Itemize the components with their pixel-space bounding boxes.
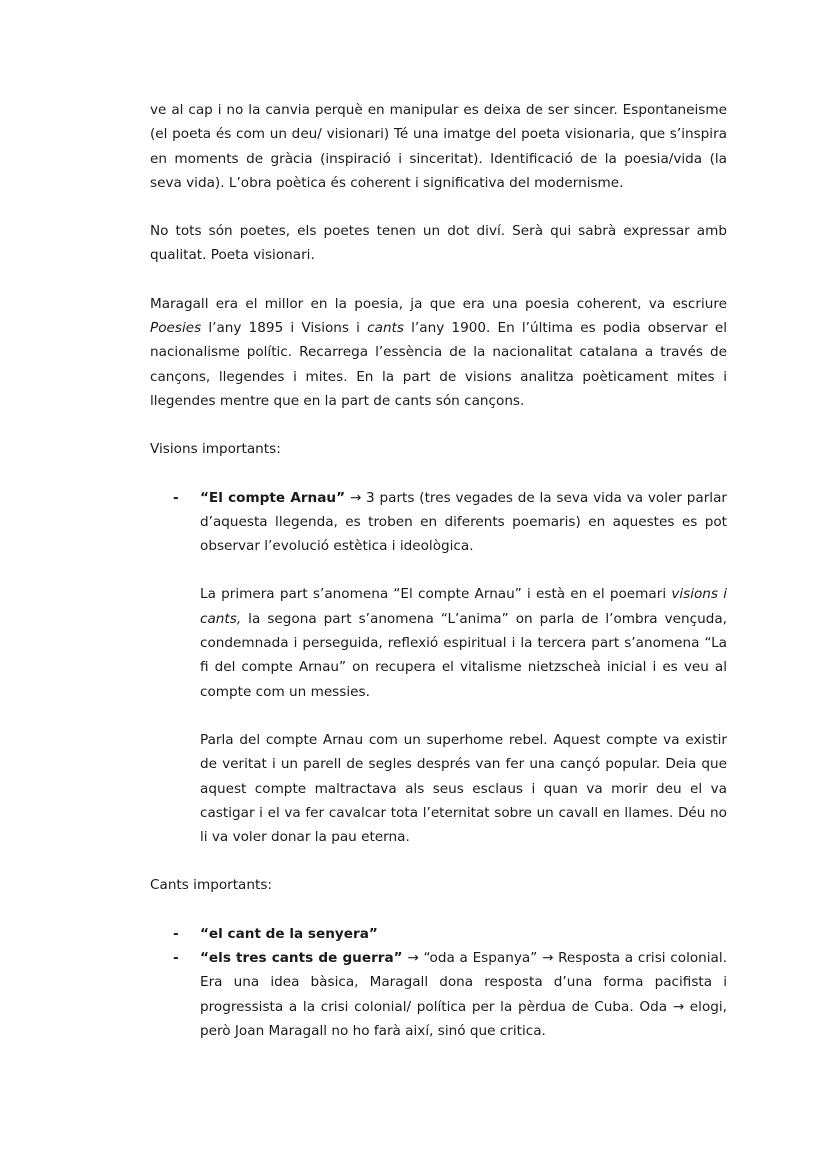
parts-text-1: La primera part s’anomena “El compte Arnau” i està en el poemari <box>200 586 672 603</box>
senyera-title: “el cant de la senyera” <box>200 925 378 942</box>
parts-text-2: la segona part s’anomena “L’anima” on parla de l’ombra vençuda, condemnada i perseguida, reflexió espiritual i la tercera part s’anomena “La fi del compte Arnau” on recupera el vitalisme nietzscheà inicial i es veu al compte com un messies. <box>200 610 727 700</box>
document-page <box>150 98 727 1043</box>
compte-arnau-summary: 3 parts (tres vegades de la seva vida va voler parlar d’aquesta llegenda, es troben en diferents poemaris) en aquestes es pot observar l’evolució estètica i ideològica. <box>200 489 727 555</box>
maragall-text-1: Maragall era el millor en la poesia, ja que era una poesia coherent, va escriure <box>150 295 727 312</box>
compte-arnau-text <box>200 486 727 559</box>
spacer <box>150 462 727 486</box>
compte-arnau-detail-1 <box>150 582 727 703</box>
tres-cants-text: → “oda a Espanya” → Resposta a crisi colonial. Era una idea bàsica, Maragall dona resposta d’una forma pacifista i progressista a la crisi colonial/ política per la pèrdua de Cuba. Oda → elogi, però Joan Maragall no ho farà així, sinó que critica. <box>200 950 727 1039</box>
visions-heading: Visions importants: <box>150 441 281 458</box>
paragraph-poets: No tots són poetes, els poetes tenen un dot diví. Serà qui sabrà expressar amb qualitat. Poeta visionari. <box>150 223 727 264</box>
arrow: → <box>345 489 367 506</box>
bullet-dash: - <box>173 489 179 506</box>
compte-arnau-detail-2 <box>150 728 727 849</box>
senyera-item <box>200 922 727 946</box>
parts-paragraph <box>200 582 727 703</box>
list-item <box>150 486 727 559</box>
tres-cants-title: “els tres cants de guerra” <box>200 950 403 967</box>
cants-list <box>150 922 727 1043</box>
visions-list <box>150 486 727 559</box>
poesies-title: Poesies <box>150 320 202 337</box>
paragraph-maragall <box>150 292 727 413</box>
maragall-text-2: l’any 1895 i Visions i <box>201 320 368 337</box>
spacer <box>150 849 727 873</box>
spacer <box>150 898 727 922</box>
visions-i-cants-title: visions i cants, <box>200 586 727 627</box>
cants-title: cants <box>367 320 404 337</box>
tres-cants-item <box>200 946 727 1043</box>
bullet-dash: - <box>173 925 179 942</box>
spacer <box>150 195 727 219</box>
spacer <box>150 413 727 437</box>
paragraph-spontaneity: ve al cap i no la canvia perquè en manipular es deixa de ser sincer. Espontaneisme (el poeta és com un deu/ visionari) Té una imatge del poeta visionaria, que s’inspira en moments de gràcia (inspiració i sinceritat). Identificació de la poesia/vida (la seva vida). L’obra poètica és coherent i significativa del modernisme. <box>150 102 727 191</box>
bullet-dash: - <box>173 950 179 967</box>
spacer <box>150 558 727 582</box>
superhome-paragraph: Parla del compte Arnau com un superhome rebel. Aquest compte va existir de veritat i un parell de segles després van fer una cançó popular. Deia que aquest compte maltractava als seus esclaus i quan va morir deu el va castigar i el va fer cavalcar tota l’eternitat sobre un cavall en llames. Déu no li va voler donar la pau eterna. <box>200 731 727 846</box>
spacer <box>150 704 727 728</box>
cants-heading: Cants importants: <box>150 877 272 894</box>
spacer <box>150 268 727 292</box>
maragall-text-3: l’any 1900. En l’última es podia observar el nacionalisme polític. Recarrega l’essència de la nacionalitat catalana a través de cançons, llegendes i mites. En la part de visions analitza poèticament mites i llegendes mentre que en la part de cants són cançons. <box>150 320 727 409</box>
list-item <box>150 946 727 1043</box>
compte-arnau-title: “El compte Arnau” <box>200 489 346 506</box>
list-item <box>150 922 727 946</box>
